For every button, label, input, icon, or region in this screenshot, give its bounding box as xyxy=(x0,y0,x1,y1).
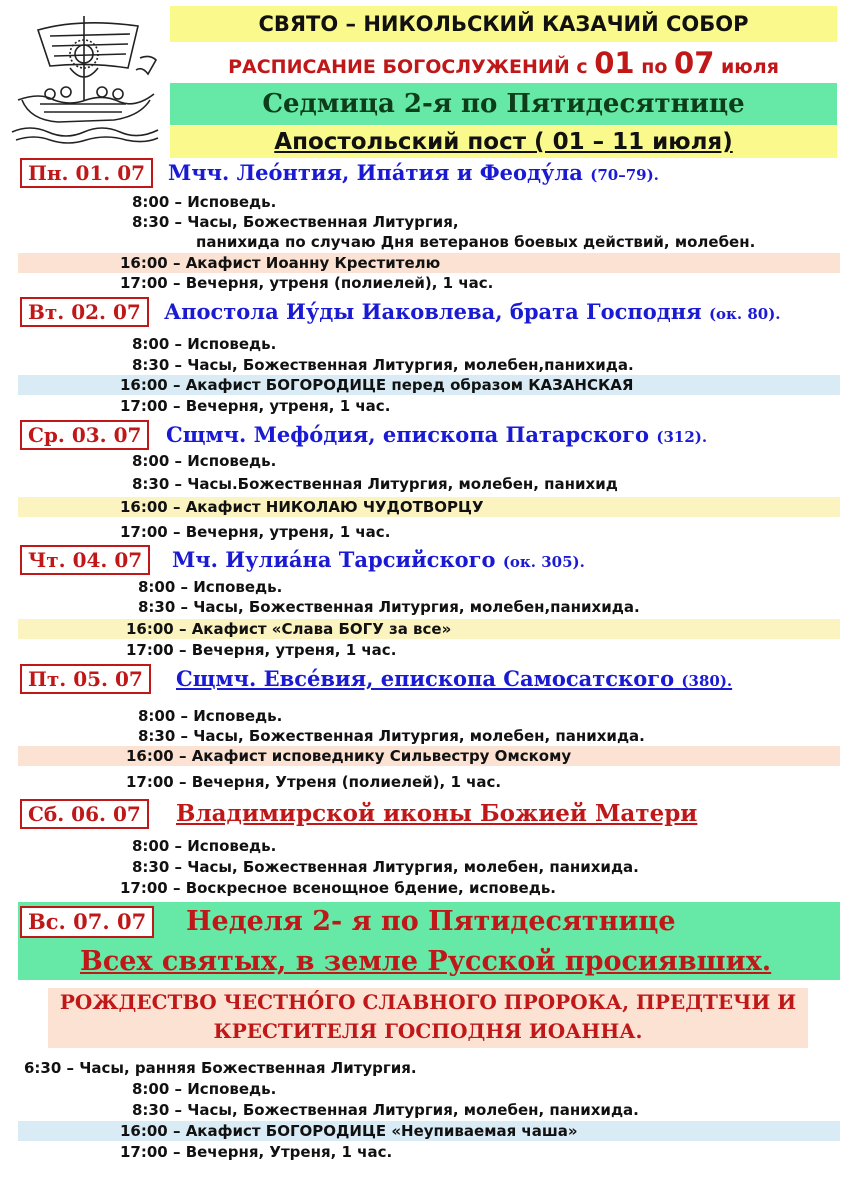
service-line: 17:00 – Вечерня, Утреня (полиелей), 1 час. xyxy=(126,773,502,791)
sunday-subtitle: Всех святых, в земле Русской просиявших. xyxy=(80,946,772,977)
service-line: 8:00 – Исповедь. xyxy=(132,193,277,211)
service-line: 8:00 – Исповедь. xyxy=(138,707,283,725)
service-line: 8:30 – Часы, Божественная Литургия, молебен, панихида. xyxy=(132,1101,639,1119)
service-line: 8:00 – Исповедь. xyxy=(132,452,277,470)
date-box: Вс. 07. 07 xyxy=(20,906,154,938)
service-line: 16:00 – Акафист исповеднику Сильвестру Омскому xyxy=(126,747,572,765)
service-line: 8:00 – Исповедь. xyxy=(138,578,283,596)
service-line: 16:00 – Акафист НИКОЛАЮ ЧУДОТВОРЦУ xyxy=(120,498,484,516)
service-line: 16:00 – Акафист Иоанну Крестителю xyxy=(120,254,441,272)
date-box: Пт. 05. 07 xyxy=(20,664,151,694)
fast-title: Апостольский пост ( 01 – 11 июля) xyxy=(170,126,837,158)
service-line: 8:00 – Исповедь. xyxy=(132,1080,277,1098)
service-line: 17:00 – Вечерня, утреня, 1 час. xyxy=(120,397,391,415)
service-line: 16:00 – Акафист БОГОРОДИЦЕ «Неупиваемая чаша» xyxy=(120,1122,578,1140)
saint-nicholas-boat-icon xyxy=(10,8,160,146)
service-line: 8:30 – Часы, Божественная Литургия, молебен, панихида. xyxy=(132,858,639,876)
service-line: 6:30 – Часы, ранняя Божественная Литургия. xyxy=(24,1059,417,1077)
date-box: Чт. 04. 07 xyxy=(20,545,150,575)
feast-title: Апостола Иу́ды Иаковлева, брата Господня (ок. 80). xyxy=(164,299,781,324)
service-line: 8:30 – Часы, Божественная Литургия, xyxy=(132,213,459,231)
service-line: 17:00 – Вечерня, утреня, 1 час. xyxy=(126,641,397,659)
date-box: Сб. 06. 07 xyxy=(20,799,149,829)
feast-title: Сщмч. Мефо́дия, епископа Патарского (312). xyxy=(166,422,708,447)
feast-title: Мчч. Лео́нтия, Ипа́тия и Феоду́ла (70–79). xyxy=(168,160,659,185)
service-line: 8:30 – Часы, Божественная Литургия, молебен,панихида. xyxy=(132,356,634,374)
cathedral-title: СВЯТО – НИКОЛЬСКИЙ КАЗАЧИЙ СОБОР xyxy=(170,6,837,42)
date-box: Ср. 03. 07 xyxy=(20,420,149,450)
service-line: 17:00 – Воскресное всенощное бдение, исповедь. xyxy=(120,879,557,897)
date-box: Вт. 02. 07 xyxy=(20,297,149,327)
service-line: 17:00 – Вечерня, утреня, 1 час. xyxy=(120,523,391,541)
service-line: 8:30 – Часы.Божественная Литургия, молебен, панихид xyxy=(132,475,618,493)
service-line: 16:00 – Акафист БОГОРОДИЦЕ перед образом КАЗАНСКАЯ xyxy=(120,376,634,394)
service-line: 8:00 – Исповедь. xyxy=(132,335,277,353)
nativity-title: РОЖДЕСТВО ЧЕСТНО́ГО СЛАВНОГО ПРОРОКА, ПРЕДТЕЧИ И КРЕСТИТЕЛЯ ГОСПОДНЯ ИОАННА. xyxy=(48,988,808,1048)
feast-title: Владимирской иконы Божией Матери xyxy=(176,800,698,827)
service-line: 17:00 – Вечерня, утреня (полиелей), 1 час. xyxy=(120,274,494,292)
week-title: Седмица 2-я по Пятидесятнице xyxy=(170,83,837,125)
feast-title: Сщмч. Евсе́вия, епископа Самосатского (380). xyxy=(176,666,733,691)
service-line: 8:00 – Исповедь. xyxy=(132,837,277,855)
date-box: Пн. 01. 07 xyxy=(20,158,153,188)
feast-title: Мч. Иулиа́на Тарсийского (ок. 305). xyxy=(172,547,585,572)
service-line: 16:00 – Акафист «Слава БОГУ за все» xyxy=(126,620,452,638)
service-line: 8:30 – Часы, Божественная Литургия, молебен,панихида. xyxy=(138,598,640,616)
service-line: 8:30 – Часы, Божественная Литургия, молебен, панихида. xyxy=(138,727,645,745)
sunday-title: Неделя 2- я по Пятидесятнице xyxy=(186,906,676,937)
schedule-title: РАСПИСАНИЕ БОГОСЛУЖЕНИЙ с 01 по 07 июля xyxy=(228,46,779,80)
service-line: панихида по случаю Дня ветеранов боевых действий, молебен. xyxy=(196,233,756,251)
service-line: 17:00 – Вечерня, Утреня, 1 час. xyxy=(120,1143,393,1161)
